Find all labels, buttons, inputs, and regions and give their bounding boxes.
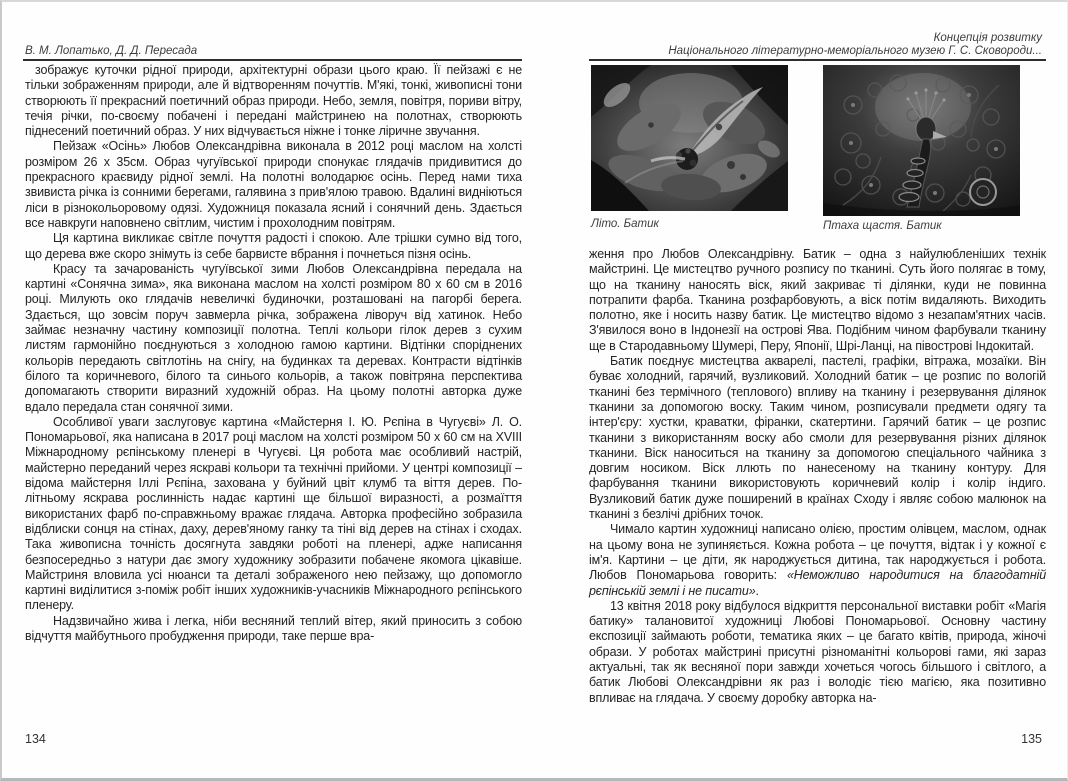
batik-summer-image (591, 65, 788, 211)
body-text-left (25, 63, 522, 644)
paragraph-left-1: зображує куточки рідної природи, архітектурні образи цього краю. Її пейзажі є не тільки зображенням природи, але й відтворенням почуттів. М'які, тонкі, живописні тони створюють її прекрасний поетичний образ природи. Небо, земля, повітря, пориви вітру, течія річки, по-своєму побачені і передані майстринею на полотнах, створюють піднесений поетичний образ. У них відчувається ніжне і тонке ліричне звучання. (25, 63, 522, 139)
running-header-title-line1: Концепція розвитку (933, 32, 1042, 44)
quote-paragraph-lead: Чимало картин художниці написано олією, простим олівцем, маслом, однак на цьому вона не зупиняється. Кожна робота – це почуття, відтак і у кожної є ім'я. Картини – це діти, як народжується дитина, так народжується і робота. Любов Пономарьова говорить: (589, 522, 1046, 583)
paragraph-left-5: Особливої уваги заслуговує картина «Майстерня І. Ю. Рєпіна в Чугуєві» Л. О. Пономарьової, яка написана в 2017 році маслом на холсті розміром 50 х 60 см на XVIII Міжнародному рєпінському пленері в Чугуєві. Ця робота має особливий настрій, майстерно переданий через яскраві кольори та технічні прийоми. У центрі композиції – відома майстерня Іллі Рєпіна, захована у буйний цвіт клумб та віття дерев. По-літньому яскрава рослинність надає картині ще більшої виразності, а розмаїття використаних фарб по-справжньому вражає глядача. Авторка професійно зобразила відблиски сонця на стінах, даху, дерев'яному ганку та тіні від дерев на стінах і сходах. Така живописна точність досягнута завдяки роботі на пленері, адже написання безпосередньо з натури дає змогу художнику зобразити побачене якомога цікавіше. Майстриня вловила усі нюанси та деталі зображеного нею пейзажу, що допомогло картині виділитися з-поміж робіт інших художників-учасників Міжнародного рєпінського пленеру. (25, 414, 522, 613)
paragraph-left-4: Красу та зачарованість чугуївської зими Любов Олександрівна передала на картині «Сонячна зима», яка виконана маслом на холсті розміром 80 х 60 см в 2016 році. Милують око глядачів невеличкі будиночки, розташовані на пагорбі берега. Здається, що зовсім поруч завмерла річка, зображена ліворуч від хатинок. Небо займає незначну частину композиції полотна. Теплі кольори гілок дерев з сухим листям гармонійно поєднуються з холодною гамою картини. Відтінки споріднених кольорів передають світлотінь на снігу, на будинках та деревах. Контрасти відтінків білого та коричневого, білого та синього кольорів, а також повітряна перспектива допомагають створити виразний художній образ. На цьому полотні авторка дуже вдало передала стан сонячної зими. (25, 261, 522, 414)
artist-quote-italic: «Неможливо народитися на благодатній рєпінській землі і не писати» (589, 568, 1046, 598)
batik-bird-image (823, 65, 1020, 216)
running-header-authors: В. М. Лопатько, Д. Д. Пересада (25, 45, 198, 57)
quote-paragraph-tail: . (755, 583, 759, 598)
paragraph-right-2: Батик поєднує мистецтва акварелі, пастелі, графіки, вітража, мозаїки. Він буває холодний, гарячий, вузликовий. Холодний батик – це розпис по вологій тканині без термічного (теплового) впливу на тканину і резервування ділянок тканини за допомогою воску. Таким чином, розписували предмети одягу та інтер'єру: хустки, краватки, фіранки, скатертини. Гарячий батик – це розпис тканини з використанням воску або смоли для резервування різних ділянок тканини. Віск наноситься на тканину за допомогою спеціального чайника з довгим носиком. Віск ллють по нанесеному на тканину контуру. Для фарбування тканини використовують коричневий колір і колір індиго. Вузликовий батик дуже поширений в країнах Сходу і являє собою малюнок на тканині з безлічі дрібних точок. (589, 354, 1046, 522)
body-text-right (589, 247, 1046, 706)
paragraph-right-3 (589, 522, 1046, 598)
header-rule-left (23, 59, 522, 61)
figure-bird-batik (823, 65, 1020, 232)
header-rule-right (589, 59, 1046, 61)
running-header-title-line2: Національного літературно-меморіального музею Г. С. Сковороди... (668, 45, 1042, 57)
figure-caption-summer: Літо. Батик (591, 218, 659, 230)
running-header-title (668, 32, 1042, 58)
paragraph-right-4: 13 квітня 2018 року відбулося відкриття персональної виставки робіт «Магія батику» талановитої художниці Любові Пономарьової. Основну частину експозиції займають роботи, тематика яких – це багато квітів, природа, жіночі образи. У роботах майстрині присутні різноманітні кольорові гами, які зараз актуальні, так як весняної пори завжди хочеться чогось більшого і світлого, а батик Любові Олександрівни як раз і володіє тією магією, яка позитивно впливає на глядача. У своєму доробку авторка на- (589, 598, 1046, 705)
page-number-left: 134 (25, 732, 46, 746)
figure-summer-batik (591, 65, 788, 230)
paragraph-left-6: Надзвичайно жива і легка, ніби весняний теплий вітер, який приносить з собою відчуття майбутнього пробудження природи, таке перше вра- (25, 613, 522, 643)
paragraph-left-2: Пейзаж «Осінь» Любов Олександрівна виконала в 2012 році маслом на холсті розміром 26 х 35см. Образ чугуївської природи спонукає глядачів придивитися до прекрасного краєвиду рідної землі. На полотні володарює осінь. Перед нами тиха звивиста річка із сонними берегами, галявина з прив'ялою травою. Вдалині видніються ліси в різнокольоровому одязі. Художниця показала ясний і сонячний день. Здається все навкруги наповнено світлим, чистим і прохолодним повітрям. (25, 139, 522, 230)
page-number-right: 135 (1021, 732, 1042, 746)
paragraph-right-1: ження про Любов Олександрівну. Батик – одна з найулюбленіших технік майстрині. Це мистецтво ручного розпису по тканині. Суть його полягає в тому, що на тканину наносять віск, який закриває ті ділянки, куди не повинна потрапити фарба. Тканина розфарбовують, а віск потім видаляють. Виходить полотно, яке і носить назву батик. Це мистецтво відомо з незапам'ятних часів. З'явилося воно в Індонезії на острові Ява. Подібним чином фарбували тканину ще в Стародавньому Шумері, Перу, Японії, Шрі-Ланці, на півострові Індокитай. (589, 247, 1046, 353)
figure-caption-bird: Птаха щастя. Батик (823, 220, 942, 232)
paragraph-left-3: Ця картина викликає світле почуття радості і спокою. Але трішки сумно від того, що дерева вже скоро знімуть із себе барвисте вбрання і почнеться пізня осінь. (25, 231, 522, 261)
